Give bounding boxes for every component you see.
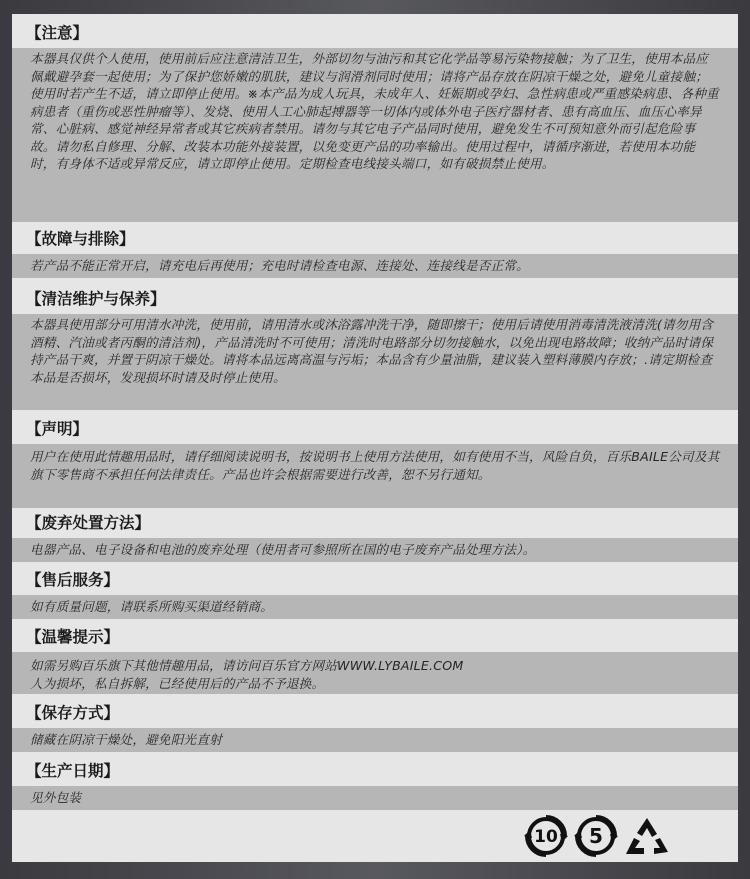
section-title: 【声明】 — [12, 414, 738, 444]
section-title: 【保存方式】 — [12, 698, 738, 728]
section-title: 【温馨提示】 — [12, 622, 738, 652]
section-body: 本器具仅供个人使用，使用前后应注意清洁卫生，外部切勿与油污和其它化学品等易污染物接触；为了卫生，使用本品应佩戴避孕套一起使用；为了保护您娇嫩的肌肤，建议与润滑剂同时使用；请将产品存放在阴凉干燥之处，避免儿童接触；使用时若产生不适，请立即停止使用。※本产品为成人玩具，未成年人、妊娠期或孕妇、急性病患或严重感染病患、各种重病患者（重伤或恶性肿瘤等）、发烧、使用人工心肺起搏器等一切体内或体外电子医疗器材者、患有高血压、血压心率异常、心脏病、感觉神经异常者或其它疾病者禁用。请勿与其它电子产品同时使用，避免发生不可预知意外而引起危险事故。请勿私自修理、分解、改装本功能外接装置，以免变更产品的功率输出。使用过程中，请循序渐进，若使用本功能时，有身体不适或异常反应，请立即停止使用。定期检查电线接头端口，如有破损禁止使用。 — [12, 48, 738, 222]
section-body: 见外包装 — [12, 786, 738, 810]
section-body: 若产品不能正常开启，请充电后再使用；充电时请检查电源、连接处、连接线是否正常。 — [12, 254, 738, 278]
section-disposal — [12, 508, 738, 562]
section-title: 【清洁维护与保养】 — [12, 284, 738, 314]
section-title: 【售后服务】 — [12, 565, 738, 595]
section-body: 用户在使用此情趣用品时，请仔细阅读说明书，按说明书上使用方法使用，如有使用不当，风险自负，百乐BAILE公司及其旗下零售商不承担任何法律责任。产品也许会根据需要进行改善，恕不另行通知。 — [12, 444, 738, 510]
section-production-date — [12, 756, 738, 810]
section-body: 电器产品、电子设备和电池的废弃处理（使用者可参照所在国的电子废弃产品处理方法）。 — [12, 538, 738, 562]
section-body: 储藏在阴凉干燥处，避免阳光直射 — [12, 728, 738, 752]
section-troubleshooting — [12, 224, 738, 278]
svg-text:10: 10 — [534, 827, 558, 847]
section-body — [12, 652, 738, 694]
section-notice — [12, 18, 738, 222]
epup-5-icon — [574, 814, 618, 858]
section-cleaning — [12, 284, 738, 410]
section-title: 【生产日期】 — [12, 756, 738, 786]
epup-10-icon — [524, 814, 568, 858]
section-title: 【废弃处置方法】 — [12, 508, 738, 538]
section-title: 【故障与排除】 — [12, 224, 738, 254]
section-after-sales — [12, 565, 738, 619]
tips-line-2: 人为损坏，私自拆解，已经使用后的产品不予退换。 — [30, 675, 325, 691]
svg-text:5: 5 — [589, 824, 603, 848]
environmental-icons — [524, 814, 670, 858]
section-title: 【注意】 — [12, 18, 738, 48]
tips-line-1: 如需另购百乐旗下其他情趣用品，请访问百乐官方网站WWW.LYBAILE.COM — [30, 658, 464, 673]
section-body: 如有质量问题，请联系所购买渠道经销商。 — [12, 595, 738, 619]
section-tips — [12, 622, 738, 694]
section-storage — [12, 698, 738, 752]
section-statement — [12, 414, 738, 510]
section-body: 本器具使用部分可用清水冲洗，使用前，请用清水或沐浴露冲洗干净，随即擦干；使用后请使用消毒清洗液清洗(请勿用含酒精、汽油或者丙酮的清洁剂)，产品清洗时不可使用；清洗时电路部分切勿接触水，以免出现电路故障；收纳产品时请保持产品干爽，并置于阴凉干燥处。请将本品远离高温与污垢；本品含有少量油脂，建议装入塑料薄膜内存放；.请定期检查本品是否损坏，发现损坏时请及时停止使用。 — [12, 314, 738, 410]
recycle-icon — [624, 814, 670, 858]
